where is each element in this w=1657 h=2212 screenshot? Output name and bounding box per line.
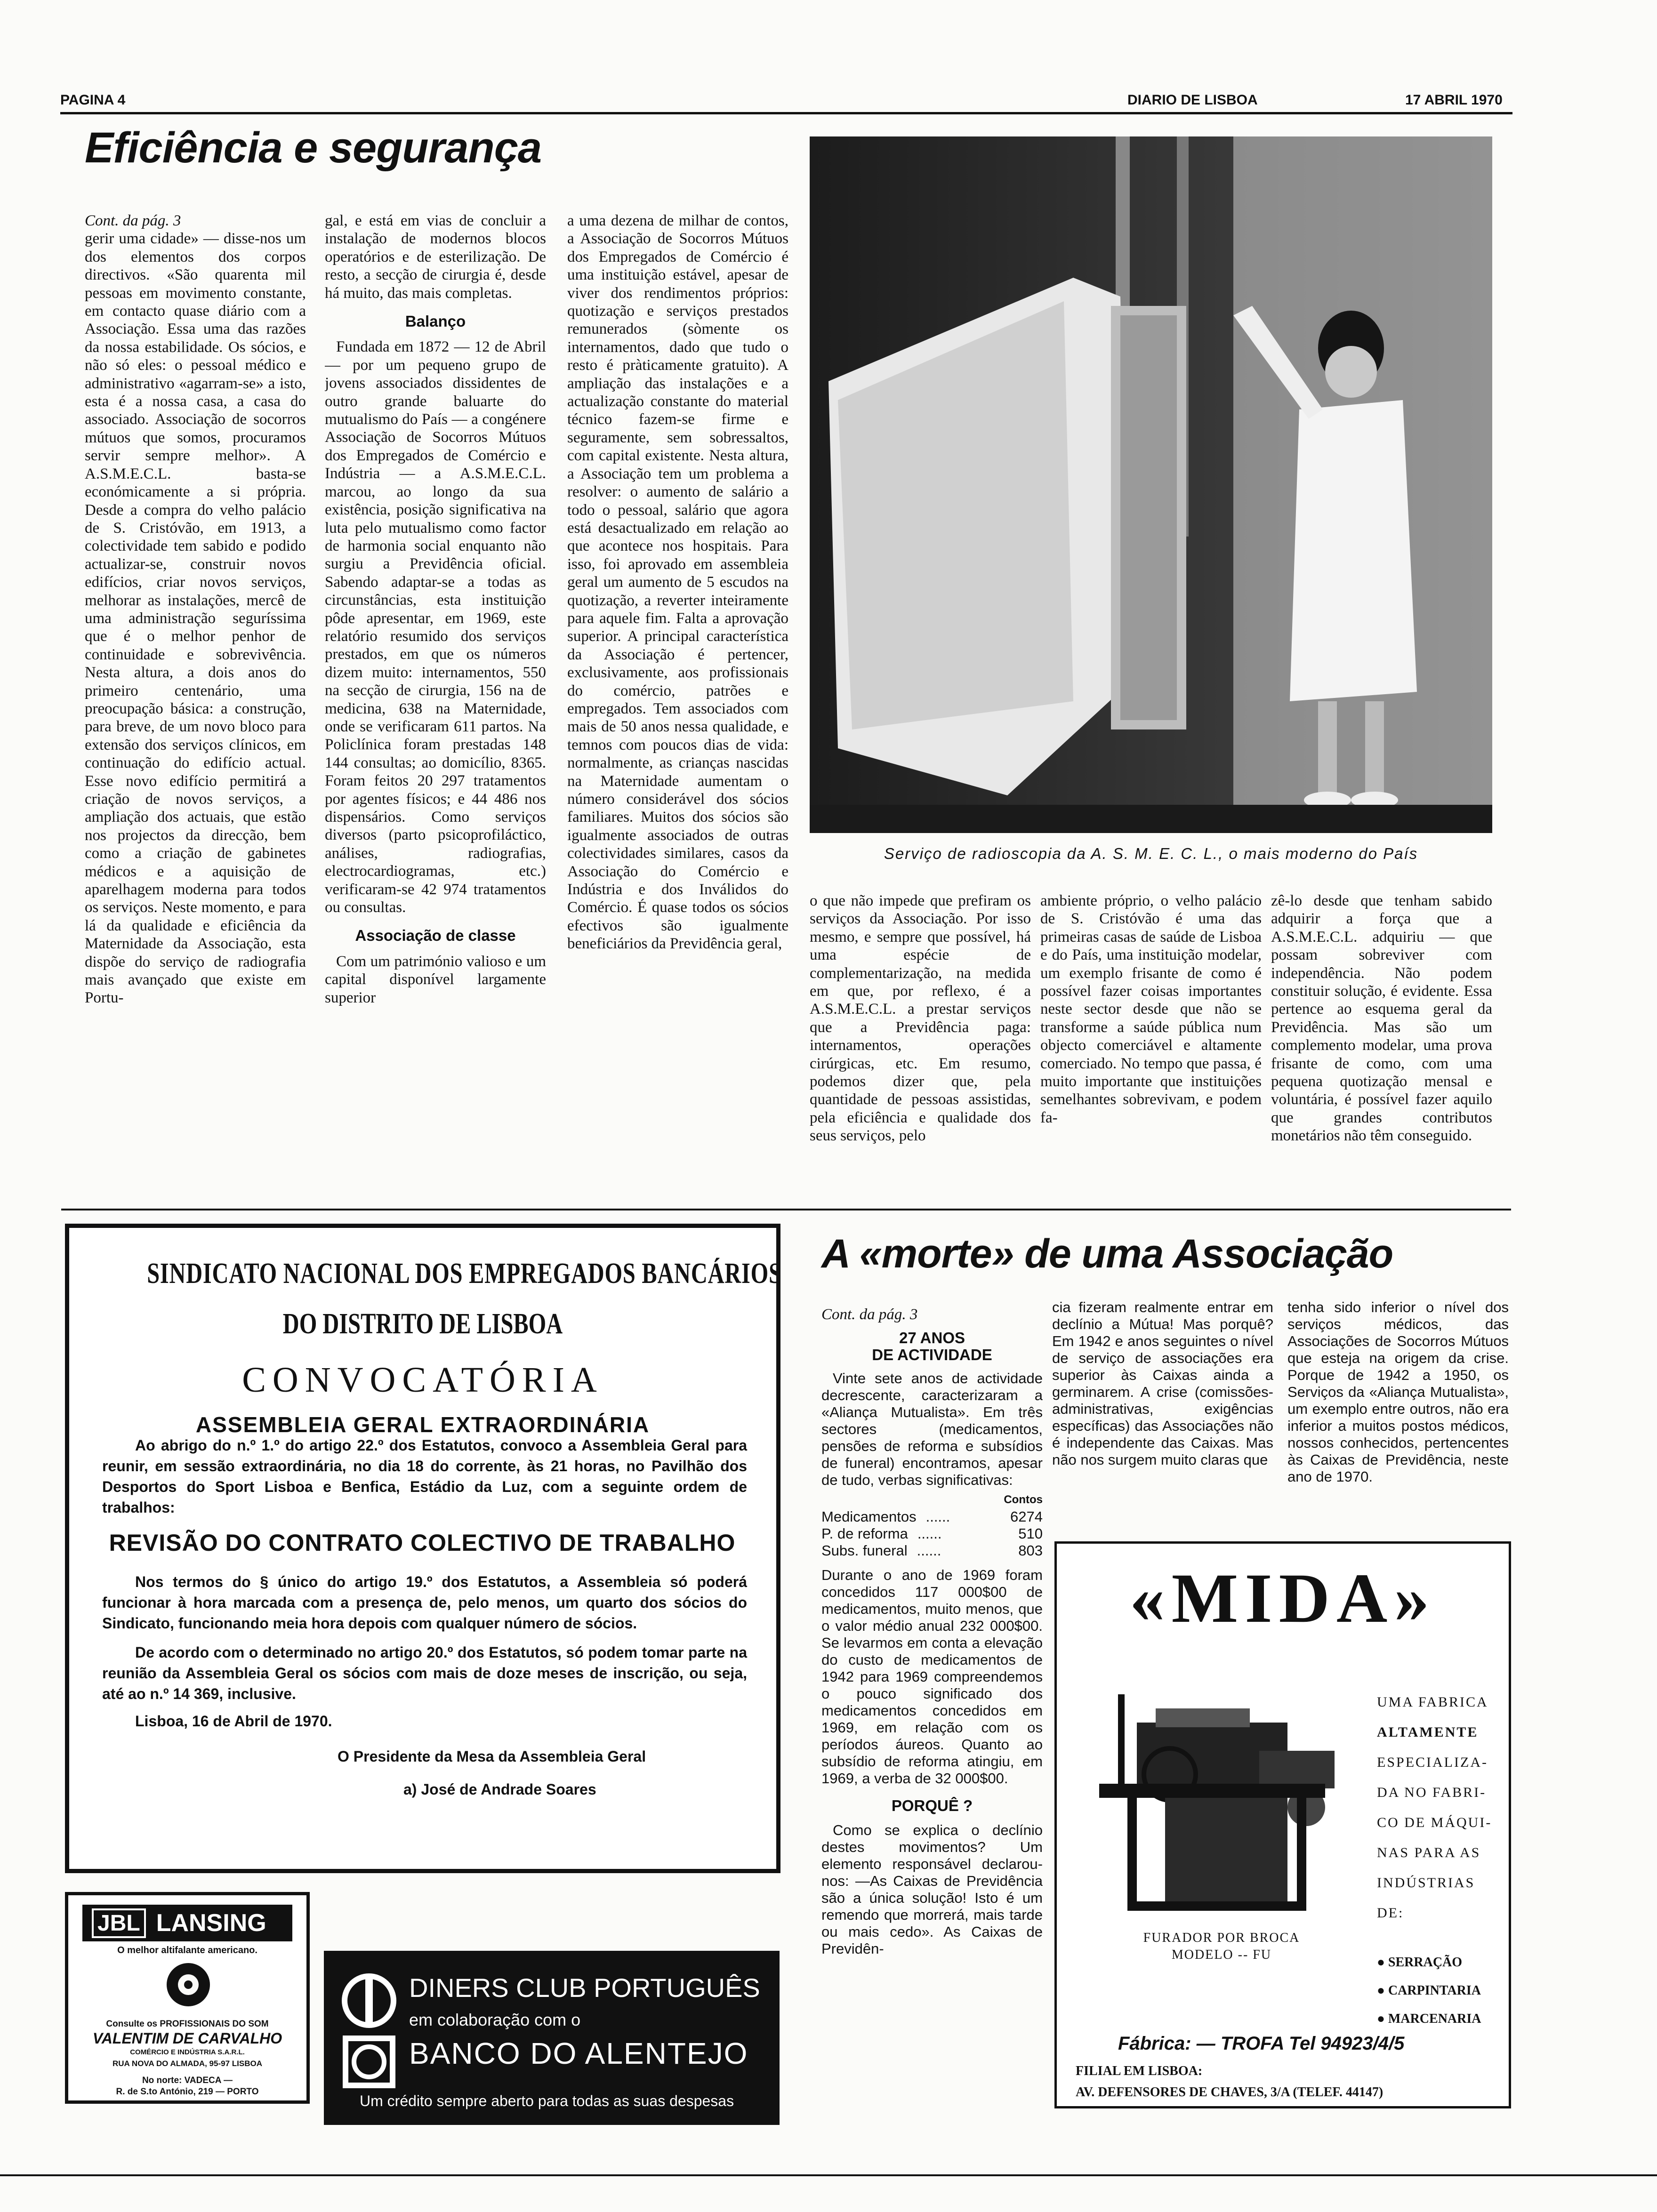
notice-signer-title: O Presidente da Mesa da Assembleia Geral	[338, 1748, 646, 1765]
notice-paragraph-2: Nos termos do § único do artigo 19.º dos Estatutos, a Assembleia só poderá funcionar à hora marcada com a presença de, pelo menos, um quarto dos sócios do Sindicato, funcionando meia hora depois com qualquer número de sócios.	[102, 1573, 747, 1632]
newspaper-name: DIARIO DE LISBOA	[1127, 92, 1258, 108]
diners-slogan: Um crédito sempre aberto para todas as suas despesas	[360, 2092, 734, 2109]
mida-desc-line: NAS PARA AS	[1377, 1845, 1481, 1860]
notice-paragraph-3: De acordo com o determinado no artigo 20.º dos Estatutos, só podem tomar parte na reunião da Assembleia Geral os sócios com mais de doze meses de inscrição, ou seja, até ao n.º 14 369, inclusive.	[102, 1644, 747, 1702]
diners-name: DINERS CLUB PORTUGUÊS	[409, 1973, 760, 2003]
notice-agenda: REVISÃO DO CONTRATO COLECTIVO DE TRABALHO	[109, 1530, 736, 1556]
article2-column-3	[1287, 1299, 1509, 1530]
machine-label: FURADOR POR BROCA	[1143, 1931, 1300, 1945]
subheading-actividade: DE ACTIVIDADE	[872, 1346, 992, 1363]
table-row: Subs. funeral ...... 803	[821, 1542, 1043, 1559]
industry-item: ● CARPINTARIA	[1377, 1983, 1481, 1998]
article-column-6	[1271, 892, 1492, 1198]
issue-date: 17 ABRIL 1970	[1405, 92, 1503, 108]
paragraph: cia fizeram realmente entrar em declínio a Mútua! Mas porquê? Em 1942 e anos seguintes o nível de serviço de associações era superior às Caixas ainda a germinarem. A crise (comissões-administrativas, exigências específicas) das Associações não é independente das Caixas. Mas não nos surgem muito claras que	[1052, 1299, 1273, 1468]
paragraph: tenha sido inferior o nível dos serviços médicos, das Associações de Socorros Mútuos que esteja na origem da crise. Porque de 1942 a 1950, os Serviços da «Aliança Mutualista», um exemplo entre outros, não era inferior a muitos postos médicos, nossos conhecidos, pertencentes às Caixas de Previdência, neste ano de 1970.	[1287, 1299, 1509, 1485]
article-column-2	[325, 212, 546, 1195]
mida-factory: Fábrica: — TROFA Tel 94923/4/5	[1118, 2033, 1405, 2054]
mida-branch-address: AV. DEFENSORES DE CHAVES, 3/A (TELEF. 44147)	[1076, 2085, 1384, 2100]
jbl-north-address: R. de S.to António, 219 — PORTO	[116, 2087, 259, 2097]
industry-item: ● SERRAÇÃO	[1377, 1955, 1463, 1970]
jbl-consult: Consulte os PROFISSIONAIS DO SOM	[106, 2019, 269, 2029]
paragraph: Fundada em 1872 — 12 de Abril — por um pequeno grupo de jovens associados dissidentes de outro grande baluarte do mutualismo do País — a congénere Associação de Socorros Mútuos dos Empregados de Comércio e Indústria — a A.S.M.E.C.L. marcou, ao longo da sua existência, posição significativa na luta pelo mutualismo como factor de harmonia social enquanto não surgiu a Previdência oficial. Sabendo adaptar-se a todas as circunstâncias, esta instituição pôde apresentar, em 1969, este relatório resumido dos serviços prestados, em que os números dizem muito: internamentos, 550 na secção de cirurgia, 156 na de medicina, 638 na Maternidade, onde se verificaram 611 partos. Na Policlínica foram prestadas 148 144 consultas; ao domicílio, 8365. Foram feitos 20 297 tratamentos por agentes físicos; e 44 486 nos dispensários. Como serviços diversos (parto psicoprofiláctico, análises, radiografias, electrocardiogramas, etc.) verificaram-se 42 974 tratamentos ou consultas.	[325, 338, 546, 916]
industry-item: ● MARCENARIA	[1377, 2012, 1481, 2026]
machine-model: MODELO -- FU	[1171, 1948, 1272, 1962]
jbl-north: No norte: VADECA —	[142, 2076, 233, 2085]
diners-club-ad	[324, 1951, 780, 2125]
article-column-5	[1040, 892, 1262, 1198]
mida-desc-line: INDÚSTRIAS	[1377, 1875, 1475, 1891]
mida-desc-line: ESPECIALIZA-	[1377, 1755, 1488, 1770]
article-title: Eficiência e segurança	[85, 124, 542, 172]
article-column-3	[567, 212, 788, 1195]
notice-signer: a) José de Andrade Soares	[403, 1781, 596, 1798]
photo-illustration	[810, 136, 1492, 833]
drilling-machine-illustration	[1071, 1666, 1353, 1920]
paragraph: o que não impede que prefiram os serviços da Associação. Por isso mesmo, e sempre que possível, há uma espécie de complementarização, na medida em que, por reflexo, é a A.S.M.E.C.L. a prestar serviços que a Previdência paga: internamentos, operações cirúrgicas, etc. Em resumo, podemos dizer que, pela quantidade de pessoas assistidas, pela eficiência e qualidade dos seus serviços, pelo	[810, 892, 1031, 1145]
mida-description	[1377, 1694, 1492, 1935]
mida-desc-line: ALTAMENTE	[1377, 1724, 1479, 1740]
notice-title: CONVOCATÓRIA	[242, 1360, 603, 1400]
continuation-note: Cont. da pág. 3	[821, 1306, 918, 1323]
notice-date: Lisboa, 16 de Abril de 1970.	[135, 1713, 332, 1730]
subheading-27-anos: 27 ANOS	[899, 1329, 965, 1346]
paragraph: Durante o ano de 1969 foram concedidos 117 000$00 de medicamentos, muito menos, que o valor médio anual 232 000$00. Se levarmos em conta a elevação do custo de medicamentos de 1942 para 1969 compreendemos o pouco significado dos medicamentos concedidos em 1969, em relação com os períodos áureos. Quanto ao subsídio de reforma atingiu, em 1969, a verba de 32 000$00.	[821, 1567, 1043, 1787]
paragraph: Como se explica o declínio destes movimentos? Um elemento responsável declarou-nos: —As Caixas de Previdência são a única solução! Isto é um remendo que morrerá, mais tarde ou mais cedo». As Caixas de Previdên-	[821, 1822, 1043, 1957]
radioscopy-photo	[810, 136, 1492, 833]
table-row: Medicamentos ...... 6274	[821, 1508, 1043, 1525]
mida-branch: FILIAL EM LISBOA:	[1076, 2064, 1203, 2078]
speaker-icon	[165, 1961, 212, 2008]
bottom-rule	[0, 2174, 1657, 2176]
paragraph: a uma dezena de milhar de contos, a Associação de Socorros Mútuos dos Empregados de Comércio é uma instituição estável, apesar de viver dos rendimentos próprios: quotização e serviços prestados remunerados (sòmente os internamentos, dado que tudo o resto é pràticamente gratuito). A ampliação das instalações e a actualização constante do material técnico fazem-se firme e seguramente, sem sobressaltos, com capital existente. Nesta altura, a Associação tem um problema a resolver: o aumento de salário a todo o pessoal, salário que agora está desactualizado em relação ao que acontece nos hospitais. Para isso, foi aprovado em assembleia geral um aumento de 5 escudos na quotização, a reverter inteiramente para aquele fim. Falta a aprovação superior. A principal característica da Associação é pertencer, exclusivamente, aos profissionais do comércio, patrões e empregados. Tem associados com mais de 50 anos nessa qualidade, e temnos com poucos dias de vida: normalmente, as crianças nascidas na Maternidade aumentam o número considerável dos sócios familiares. Muitos dos sócios são igualmente associados de outras colectividades similares, casos da Associação do Comércio e Indústria e dos Inválidos do Comércio. É quase todos os sócios efectivos são igualmente beneficiários da Previdência geral,	[567, 212, 788, 953]
lansing-text: LANSING	[156, 1909, 266, 1937]
section-rule	[61, 1209, 1511, 1210]
mida-desc-line: DE:	[1377, 1905, 1404, 1921]
subheading-associacao: Associação de classe	[355, 927, 516, 945]
mida-ad	[1054, 1541, 1511, 2108]
subheading-balanco: Balanço	[405, 313, 466, 330]
jbl-address: RUA NOVA DO ALMADA, 95-97 LISBOA	[113, 2059, 262, 2068]
mida-industries	[1377, 1948, 1481, 2033]
mida-desc-line: UMA FABRICA	[1377, 1694, 1488, 1710]
jbl-lansing-ad	[65, 1892, 310, 2104]
jbl-tagline: O melhor altifalante americano.	[117, 1945, 257, 1956]
paragraph: Vinte sete anos de actividade decrescente, caracterizaram a «Aliança Mutualista». Em três sectores (medicamentos, pensões de reforma e subsídios de funeral) encontramos, apesar de tudo, verbas significativas:	[821, 1370, 1043, 1488]
diners-bank: BANCO DO ALENTEJO	[409, 2036, 748, 2070]
header-rule	[60, 112, 1512, 114]
paragraph: ambiente próprio, o velho palácio de S. Cristóvão é uma das primeiras casas de saúde de Lisboa e do País, uma instituição modelar, um exemplo frisante de como é possível fazer coisas importantes neste sector desde que não se transforme a saúde pública num objecto comerciável e altamente comerciado. No tempo que passa, é muito importante que instituições semelhantes sobrevivam, e podem fa-	[1040, 892, 1262, 1126]
jbl-logo: JBL	[92, 1908, 146, 1938]
notice-subtitle: ASSEMBLEIA GERAL EXTRAORDINÁRIA	[195, 1412, 650, 1437]
subheading-porque: PORQUÊ ?	[891, 1797, 973, 1814]
paragraph: gerir uma cidade» — disse-nos um dos elementos dos corpos directivos. «São quarenta mil pessoas em movimento constante, em contacto quase diário com a Associação. Essa uma das razões da nossa estabilidade. Os sócios, e não só eles: o pessoal médico e administrativo «agarram-se» a isto, esta é a nossa casa, a casa do associado. Associação de socorros mútuos que somos, procuramos servir sempre melhor». A A.S.M.E.C.L. basta-se económicamente a si própria. Desde a compra do velho palácio de S. Cristóvão, em 1913, a colectividade tem sabido e podido actualizar-se, construir novos edifícios, criar novos serviços, melhorar as instalações, mercê de uma administração seguríssima que é o melhor penhor de continuidade e sobrevivência. Nesta altura, a dois anos do primeiro centenário, uma preocupação básica: a construção, para breve, de um novo bloco para extensão dos serviços clínicos, em continuação do edifício actual. Esse novo edifício permitirá a criação de novos serviços, a ampliação dos actuais, que estão nos projectos da direcção, bem como a criação de gabinetes médicos e a aquisição de aparelhagem moderna para todos os serviços. Neste momento, e para lá da qualidade e eficiência da Maternidade da Associação, esta dispõe do serviço de radiografia mais avançado que existe em Portu-	[85, 230, 306, 1007]
page-number: PAGINA 4	[60, 92, 126, 108]
mida-desc-line: CO DE MÁQUI-	[1377, 1815, 1492, 1830]
jbl-company: VALENTIM DE CARVALHO	[92, 2030, 282, 2047]
union-district: DO DISTRITO DE LISBOA	[282, 1308, 563, 1340]
article2-column-1	[821, 1306, 1043, 2111]
diners-logo-icon	[341, 1972, 397, 2090]
mida-desc-line: DA NO FABRI-	[1377, 1785, 1487, 1800]
article-column-4	[810, 892, 1031, 1198]
stats-table	[821, 1491, 1043, 1559]
paragraph: Com um património valioso e um capital disponível largamente superior	[325, 953, 546, 1006]
article2-title: A «morte» de uma Associação	[821, 1231, 1393, 1276]
mida-title: «MIDA»	[1129, 1559, 1436, 1637]
union-name: SINDICATO NACIONAL DOS EMPREGADOS BANCÁRIOS	[147, 1258, 782, 1290]
article-column-1	[85, 212, 306, 1195]
paragraph: zê-lo desde que tenham sabido adquirir a força que a A.S.M.E.C.L. adquiriu — que possam sobreviver com independência. Não podem constituir solução, é evidente. Essa pertence ao esquema geral da Previdência. Mas são um complemento modelar, uma prova frisante de como, com uma pequena quotização mensal e voluntária, é possível fazer aquilo que grandes contributos monetários não têm conseguido.	[1271, 892, 1492, 1145]
notice-paragraph-1: Ao abrigo do n.º 1.º do artigo 22.º dos Estatutos, convoco a Assembleia Geral para reunir, em sessão extraordinária, no dia 18 do corrente, às 21 horas, no Pavilhão dos Desportos do Sport Lisboa e Benfica, Estádio da Luz, com a seguinte ordem de trabalhos:	[102, 1437, 747, 1516]
diners-collab: em colaboração com o	[409, 2010, 581, 2029]
union-notice	[65, 1224, 780, 1873]
paragraph: gal, e está em vias de concluir a instalação de modernos blocos operatórios e de esterilização. De resto, a secção de cirurgia é, desde há muito, das mais completas.	[325, 212, 546, 302]
continuation-note: Cont. da pág. 3	[85, 212, 181, 229]
table-header: Contos	[1004, 1493, 1043, 1506]
article2-column-2	[1052, 1299, 1273, 1530]
jbl-company-sub: COMÉRCIO E INDÚSTRIA S.A.R.L.	[130, 2048, 245, 2056]
table-row: P. de reforma ...... 510	[821, 1525, 1043, 1542]
photo-caption: Serviço de radioscopia da A. S. M. E. C. L., o mais moderno do País	[884, 845, 1418, 862]
